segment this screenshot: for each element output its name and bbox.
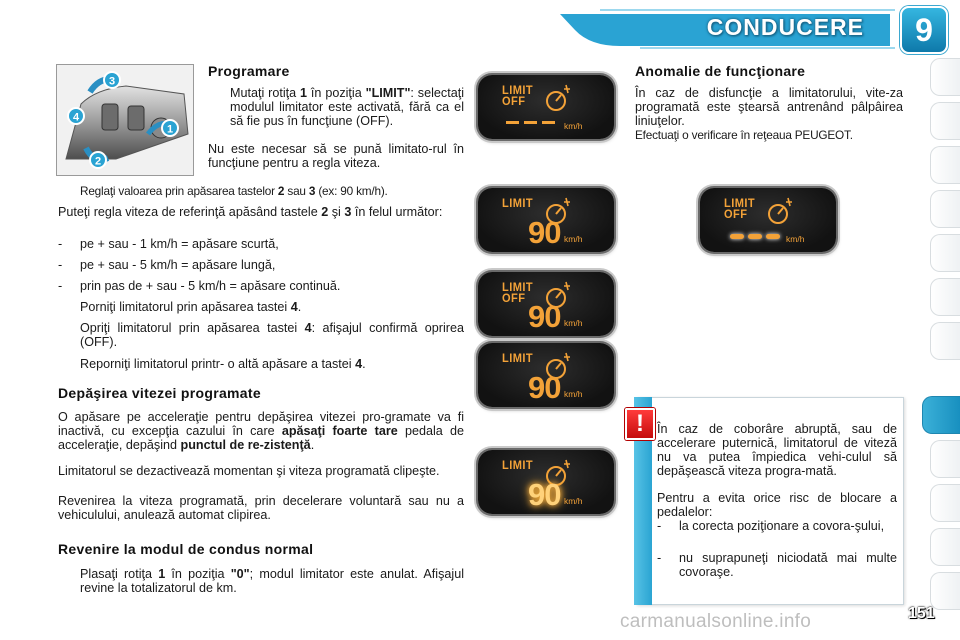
chapter-tab[interactable] [930,528,960,566]
speed-value: 90 [528,215,561,250]
list-item: la corecta poziţionare a covora-şului, [679,519,885,533]
limiter-display [478,188,614,252]
stop-step: Opriţi limitatorul prin apăsarea tastei 4: afişajul confirmă oprirea (OFF). [80,321,464,349]
warning-paragraph: Pentru a evita orice risc de blocare a pedalelor: [657,491,897,519]
malfunction-note: Efectuaţi o verificare în reţeaua PEUGEOT. [635,128,853,142]
svg-text:3: 3 [108,75,116,88]
chapter-tab[interactable] [930,322,960,360]
chapter-tabs [924,58,960,618]
display-label-off: OFF [502,291,526,305]
speed-value: 90 [528,370,561,405]
dash-marker: - [58,258,63,272]
list-item: pe + sau - 1 km/h = apăsare scurtă, [80,237,279,251]
stalk-label-1 [162,120,178,136]
dash-segment-flashing [766,234,780,239]
malfunction-title: Anomalie de funcţionare [635,63,806,79]
restart-step: Reporniţi limitatorul printr- o altă apăsare a tastei 4. [80,357,366,371]
limiter-display [478,343,614,407]
list-item: nu suprapuneţi niciodată mai multe covoraşe. [679,551,897,579]
dash-marker: - [58,279,63,293]
dash-segment [524,121,537,124]
chapter-tab[interactable] [930,234,960,272]
speed-unit: km/h [564,234,583,244]
display-label-off: OFF [724,207,748,221]
speed-unit: km/h [564,318,583,328]
limiter-display-flashing [478,450,614,514]
chapter-title: CONDUCERE [706,14,864,40]
svg-text:2: 2 [94,155,102,168]
stalk-label-2 [90,152,106,168]
limiter-stalk-illustration [56,64,194,176]
chapter-tab-active[interactable] [922,396,960,434]
exceed-paragraph: O apăsare pe acceleraţie pentru depăşirea vitezei pro-gramate va fi inactivă, cu excepţia cazului în care apăsaţi foarte tare pedala de acceleraţie, depăşind punctul de re-zistenţă. [58,410,464,452]
watermark-text: carmanualsonline.info [620,611,812,632]
start-step: Porniţi limitatorul prin apăsarea tastei 4. [80,300,302,314]
dash-marker: - [58,237,63,251]
dash-segment [542,121,555,124]
display-label-limit: LIMIT [502,280,534,294]
programming-step: Mutaţi rotiţa 1 în poziţia "LIMIT": selectaţi modulul limitator este activată, fără ca el să fie pus în funcţiune (OFF). [230,86,464,128]
dash-marker: - [657,519,662,533]
speedometer-icon [544,83,574,113]
adjust-paragraph: Puteţi regla viteza de referinţă apăsând tastele 2 şi 3 în felul următor: [58,205,443,219]
normal-mode-title: Revenire la modul de condus normal [58,541,314,557]
limiter-display-fault [700,188,836,252]
speedometer-icon [766,196,796,226]
programming-title: Programare [208,63,290,79]
display-label-limit: LIMIT [502,351,534,365]
speed-unit: km/h [786,234,805,244]
speed-value-flashing: 90 [528,477,561,512]
display-label-limit: LIMIT [502,83,534,97]
page-number: 151 [908,605,935,622]
list-item: pe + sau - 5 km/h = apăsare lungă, [80,258,276,272]
chapter-tab[interactable] [930,278,960,316]
normal-mode-step: Plasaţi rotiţa 1 în poziţia "0"; modul limitator este anulat. Afişajul revine la totalizatorul de km. [80,567,464,595]
exceed-paragraph: Revenirea la viteza programată, prin decelerare voluntară sau nu a vehiculului, anulează automat clipirea. [58,494,464,522]
chapter-number-badge: 9 [900,6,948,54]
stalk-label-4 [68,108,84,124]
dash-segment [506,121,519,124]
programming-note: Nu este necesar să se pună limitato-rul în funcţiune pentru a regla viteza. [208,142,464,170]
exceed-title: Depăşirea vitezei programate [58,385,261,401]
chapter-tab[interactable] [930,146,960,184]
adjust-step: Reglaţi valoarea prin apăsarea tastelor 2 sau 3 (ex: 90 km/h). [80,184,388,198]
warning-exclamation-icon: ! [625,408,655,440]
malfunction-paragraph: În caz de disfuncţie a limitatorului, vite-za programată este ştearsă antrenând pâlpâirea liniuţelor. [635,86,903,128]
warning-paragraph: În caz de coborâre abruptă, sau de accelerare puternică, limitatorul de viteză nu va putea împiedica vehi-culul să depăşească viteza progra-mată. [657,422,897,478]
speed-value: 90 [528,299,561,334]
limiter-display [478,272,614,336]
chapter-tab[interactable] [930,58,960,96]
dash-segment-flashing [730,234,744,239]
dash-segment-flashing [748,234,762,239]
limiter-display [478,75,614,139]
list-item: prin pas de + sau - 5 km/h = apăsare continuă. [80,279,341,293]
display-label-off: OFF [502,94,526,108]
exceed-paragraph: Limitatorul se dezactivează momentan şi viteza programată clipeşte. [58,464,440,478]
display-label-limit: LIMIT [724,196,756,210]
chapter-tab[interactable] [930,190,960,228]
svg-text:1: 1 [166,123,174,136]
stalk-label-3 [104,72,120,88]
speed-unit: km/h [564,496,583,506]
speed-unit: km/h [564,389,583,399]
speed-unit: km/h [564,121,583,131]
svg-text:4: 4 [72,111,80,124]
display-label-limit: LIMIT [502,196,534,210]
dash-marker: - [657,551,662,565]
chapter-tab[interactable] [930,440,960,478]
chapter-tab[interactable] [930,102,960,140]
display-label-limit: LIMIT [502,458,534,472]
chapter-tab[interactable] [930,484,960,522]
